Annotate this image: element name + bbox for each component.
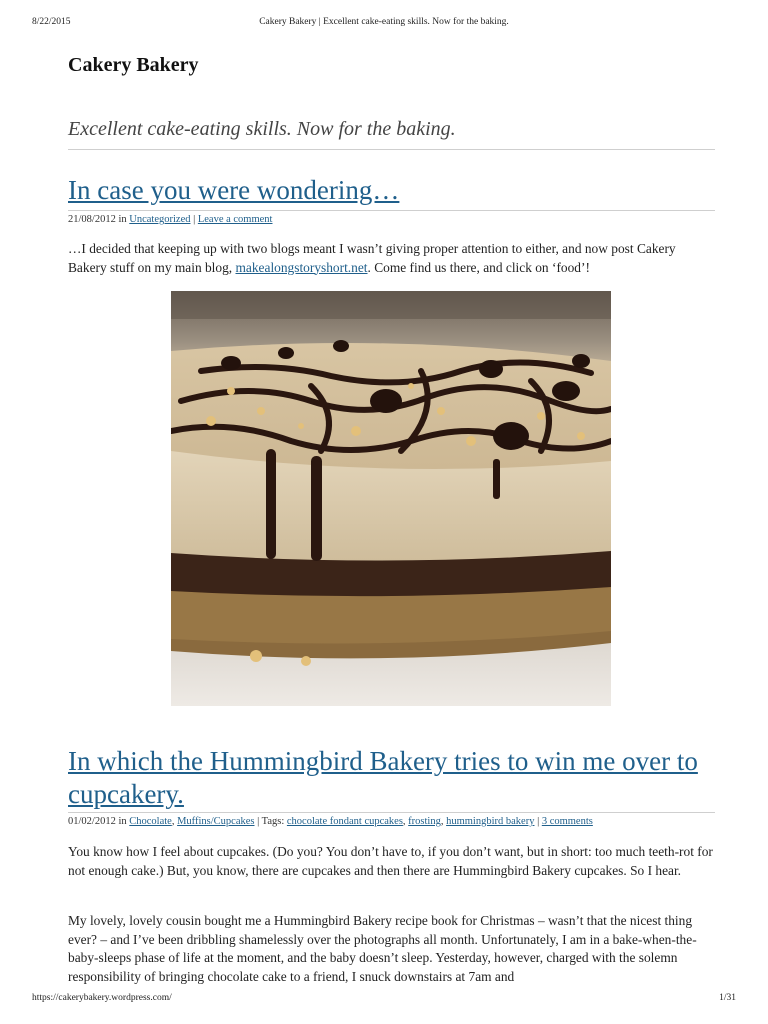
post-date: 21/08/2012 xyxy=(68,214,116,225)
category-link[interactable]: Chocolate xyxy=(129,816,172,827)
category-link[interactable]: Uncategorized xyxy=(129,214,191,225)
post-title-link[interactable]: In which the Hummingbird Bakery tries to win me over to cupcakery. xyxy=(68,746,698,809)
post-date: 01/02/2012 xyxy=(68,816,116,827)
tags-label: Tags: xyxy=(261,816,285,827)
comment-link[interactable]: 3 comments xyxy=(541,816,593,827)
post-paragraph xyxy=(68,240,715,277)
header-divider xyxy=(68,149,715,150)
page-number: 1/31 xyxy=(719,993,736,1003)
category-link[interactable]: Muffins/Cupcakes xyxy=(177,816,255,827)
post-paragraph: My lovely, lovely cousin bought me a Hummingbird Bakery recipe book for Christmas – wasn’t that the nicest thing ever? – and I’ve been dribbling shamelessly over the photographs all month. Unfortunately, I am in a bake-when-the-baby-sleeps phase of life at the moment, and the baby doesn’t sleep. Yesterday, however, charged with the solemn responsibility of bringing chocolate cake to a friend, I snuck downstairs at 7am and xyxy=(68,913,697,984)
site-tagline: Excellent cake-eating skills. Now for the baking. xyxy=(68,118,456,140)
print-footer xyxy=(32,993,736,1007)
print-document-title: Cakery Bakery | Excellent cake-eating skills. Now for the baking. xyxy=(259,17,509,27)
post-meta: 01/02/2012 in Chocolate, Muffins/Cupcakes | Tags: chocolate fondant cupcakes, frosting, hummingbird bakery | 3 comments xyxy=(68,816,593,827)
post-title-link[interactable]: In case you were wondering… xyxy=(68,175,400,205)
tag-link[interactable]: hummingbird bakery xyxy=(446,816,535,827)
post-meta xyxy=(68,214,715,225)
site-title[interactable]: Cakery Bakery xyxy=(68,54,199,76)
cheesecake-image xyxy=(171,291,611,706)
tag-link[interactable]: chocolate fondant cupcakes xyxy=(286,816,403,827)
cheesecake-photo xyxy=(171,291,611,706)
post-in-label: in xyxy=(118,214,127,225)
meta-separator: | xyxy=(537,816,540,827)
post-paragraph: You know how I feel about cupcakes. (Do you? You don’t have to, if you don’t want, but in short: too much teeth-rot for not enough cake.) But, you know, there are cupcakes and then there are Hummingbird Bakery cupcakes. So I hear. xyxy=(68,844,713,878)
print-date: 8/22/2015 xyxy=(32,17,71,27)
blog-link[interactable]: makealongstoryshort.net xyxy=(235,259,368,275)
paragraph-text: . Come find us there, and click on ‘food’! xyxy=(367,259,590,275)
post-title-divider xyxy=(68,812,715,813)
comment-link[interactable]: Leave a comment xyxy=(197,214,273,225)
post-title xyxy=(68,174,715,207)
tag-link[interactable]: frosting xyxy=(408,816,441,827)
meta-separator: | xyxy=(257,816,260,827)
post-title-divider xyxy=(68,210,715,211)
print-header xyxy=(32,17,736,31)
meta-separator: | xyxy=(193,214,196,225)
print-url: https://cakerybakery.wordpress.com/ xyxy=(32,993,172,1003)
paragraph-text: …I decided that keeping up with two blogs meant I wasn’t giving proper attention to either, and now post Cakery Bakery stuff on my main blog, xyxy=(68,241,676,275)
post-title xyxy=(68,745,715,811)
post-in-label: in xyxy=(118,816,127,827)
